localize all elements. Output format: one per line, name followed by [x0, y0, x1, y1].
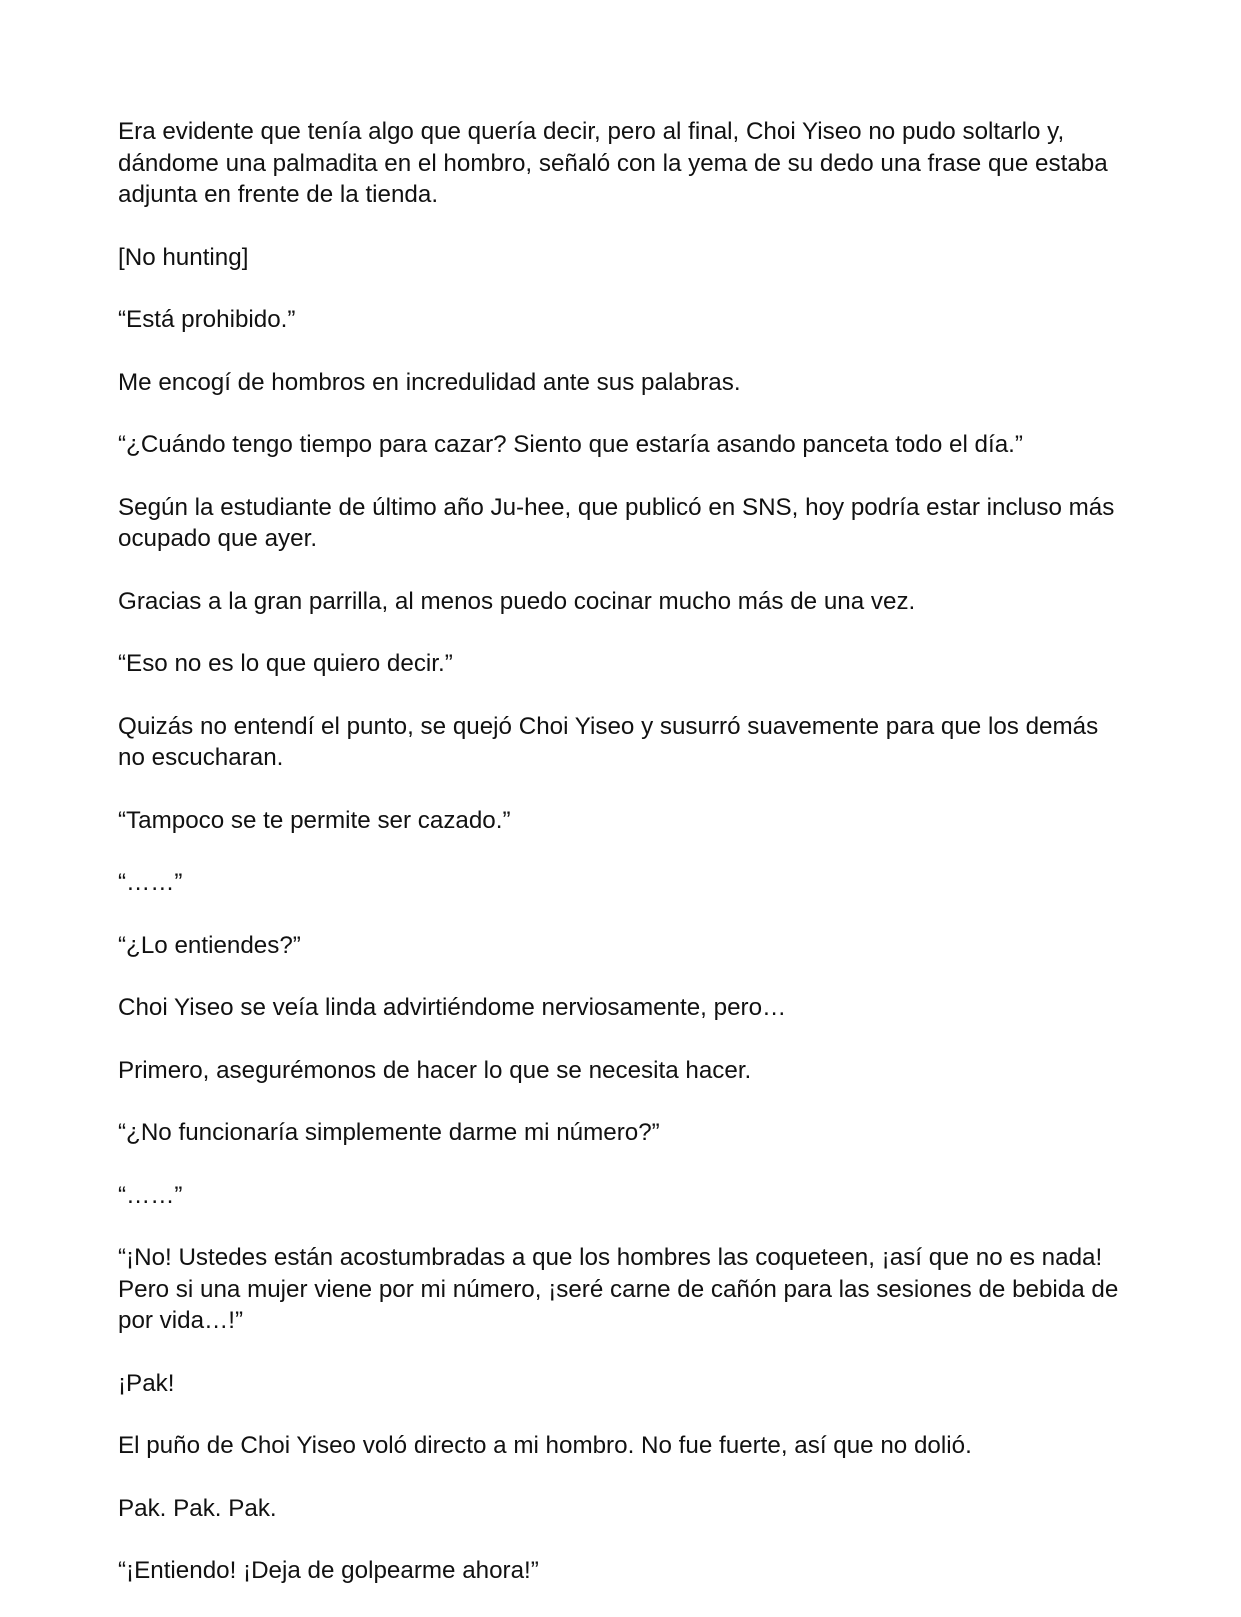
paragraph-20: Pak. Pak. Pak.: [118, 1494, 277, 1522]
paragraph-17: “¡No! Ustedes están acostumbradas a que los hombres las coqueteen, ¡así que no es nada! Pero si una mujer viene por mi número, ¡seré carne de cañón para las sesiones de bebida de por vida…!”: [118, 1244, 1119, 1334]
paragraph-21: “¡Entiendo! ¡Deja de golpearme ahora!”: [118, 1557, 539, 1584]
paragraph-11: “……”: [118, 869, 183, 896]
paragraph-3: “Está prohibido.”: [118, 306, 296, 333]
paragraph-15: “¿No funcionaría simplemente darme mi número?”: [118, 1119, 660, 1146]
document-body: [118, 116, 1128, 1587]
paragraph-7: Gracias a la gran parrilla, al menos puedo cocinar mucho más de una vez.: [118, 587, 916, 615]
paragraph-13: Choi Yiseo se veía linda advirtiéndome nerviosamente, pero…: [118, 994, 787, 1021]
paragraph-4: Me encogí de hombros en incredulidad ante sus palabras.: [118, 368, 741, 396]
paragraph-1: Era evidente que tenía algo que quería decir, pero al final, Choi Yiseo no pudo soltarlo y, dándome una palmadita en el hombro, señaló con la yema de su dedo una frase que estaba adjunta en frente de la tienda.: [118, 118, 1108, 208]
paragraph-12: “¿Lo entiendes?”: [118, 931, 301, 959]
paragraph-5: “¿Cuándo tengo tiempo para cazar? Siento que estaría asando panceta todo el día.”: [118, 431, 1023, 458]
paragraph-19: El puño de Choi Yiseo voló directo a mi hombro. No fue fuerte, así que no dolió.: [118, 1432, 972, 1459]
paragraph-2: [No hunting]: [118, 243, 249, 271]
paragraph-8: “Eso no es lo que quiero decir.”: [118, 650, 453, 677]
paragraph-10: “Tampoco se te permite ser cazado.”: [118, 806, 511, 834]
paragraph-6: Según la estudiante de último año Ju-hee, que publicó en SNS, hoy podría estar incluso más ocupado que ayer.: [118, 493, 1115, 552]
paragraph-18: ¡Pak!: [118, 1369, 175, 1397]
paragraph-14: Primero, asegurémonos de hacer lo que se necesita hacer.: [118, 1056, 752, 1084]
paragraph-16: “……”: [118, 1181, 183, 1209]
paragraph-9: Quizás no entendí el punto, se quejó Choi Yiseo y susurró suavemente para que los demás no escucharan.: [118, 712, 1099, 771]
